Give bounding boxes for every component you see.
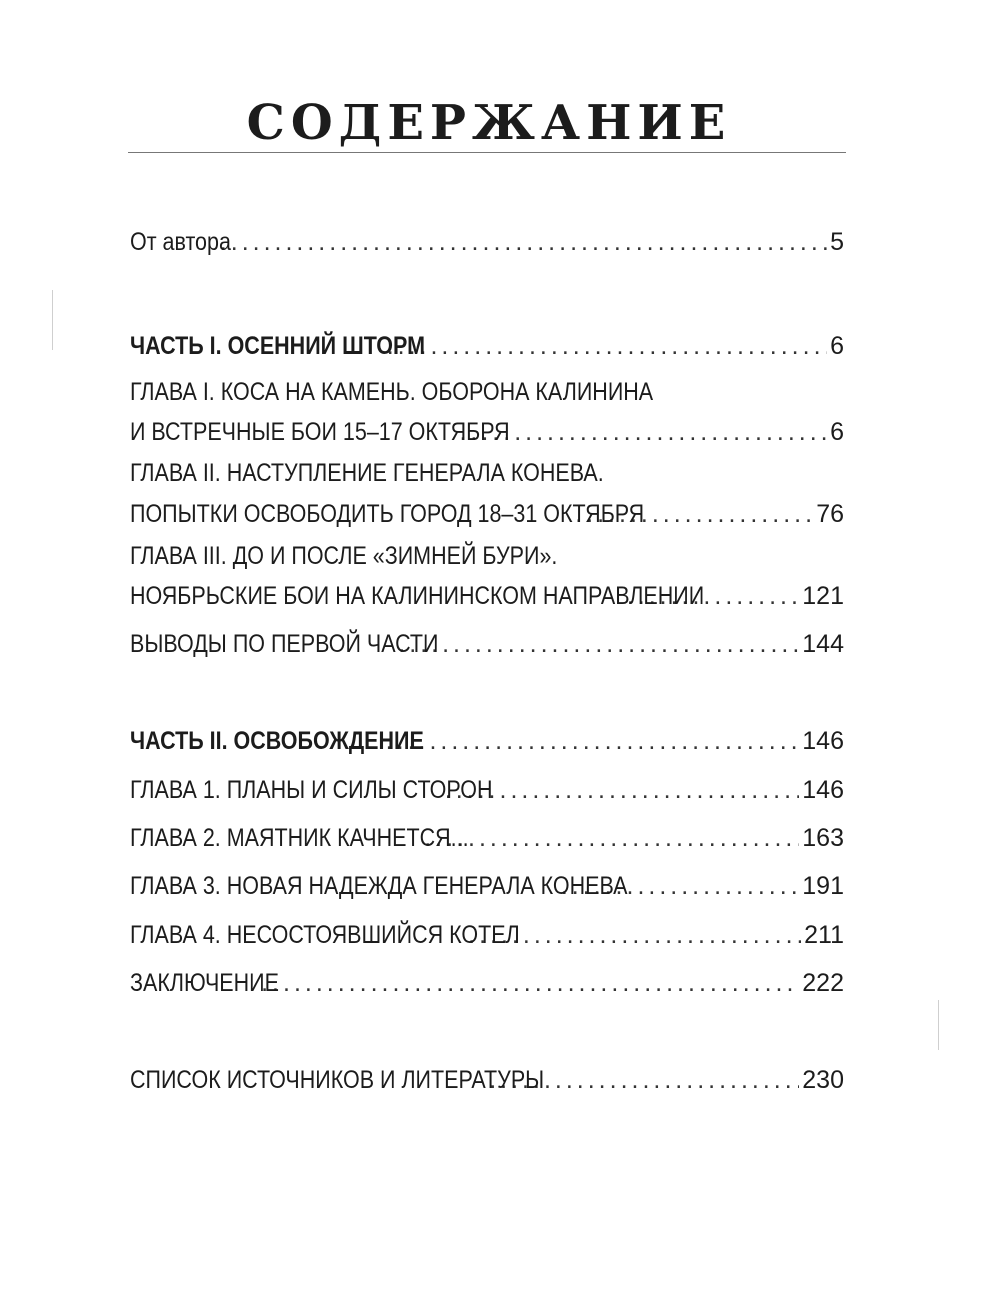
toc-entry-title: СПИСОК ИСТОЧНИКОВ И ЛИТЕРАТУРЫ [130, 1066, 545, 1094]
toc-page-number: 6 [830, 332, 844, 360]
toc-entry-from-author[interactable] [130, 224, 844, 260]
dot-leader [386, 723, 800, 759]
toc-entry-part2-chapter-4[interactable] [130, 917, 844, 953]
toc-entry-title-line1: ГЛАВА II. НАСТУПЛЕНИЕ ГЕНЕРАЛА КОНЕВА. [130, 459, 604, 487]
toc-page-number: 163 [802, 824, 844, 852]
toc-entry-conclusion[interactable] [130, 965, 844, 1001]
dot-leader [220, 224, 827, 260]
toc-entry-title-line2: ПОПЫТКИ ОСВОБОДИТЬ ГОРОД 18–31 ОКТЯБРЯ [130, 500, 645, 528]
toc-page-number: 76 [816, 500, 844, 528]
toc-page-number: 144 [802, 630, 844, 658]
toc-entry-part2-chapter-1[interactable] [130, 772, 844, 808]
toc-entry-sources[interactable] [130, 1062, 844, 1098]
toc-entry-title-line2: НОЯБРЬСКИЕ БОИ НА КАЛИНИНСКОМ НАПРАВЛЕНИИ [130, 582, 705, 610]
toc-entry-title-line2: И ВСТРЕЧНЫЕ БОИ 15–17 ОКТЯБРЯ [130, 418, 510, 446]
dot-leader [261, 965, 799, 1001]
toc-entry-part2-chapter-2[interactable] [130, 820, 844, 856]
toc-entry-title-line1: ГЛАВА III. ДО И ПОСЛЕ «ЗИМНЕЙ БУРИ». [130, 542, 558, 570]
dot-leader [459, 414, 827, 450]
toc-page-number: 121 [802, 582, 844, 610]
scan-artifact [52, 290, 53, 350]
toc-page-number: 230 [802, 1066, 844, 1094]
dot-leader [445, 772, 800, 808]
toc-entry-part1-chapter-2[interactable] [130, 455, 844, 532]
toc-entry-title: ЧАСТЬ I. ОСЕННИЙ ШТОРМ [130, 332, 425, 360]
toc-page-number: 5 [830, 228, 844, 256]
toc-entry-title: ЗАКЛЮЧЕНИЕ [130, 969, 279, 997]
toc-page-number: 222 [802, 969, 844, 997]
toc-entry-part1-chapter-1[interactable] [130, 374, 844, 450]
toc-entry-title: ГЛАВА 3. НОВАЯ НАДЕЖДА ГЕНЕРАЛА КОНЕВА [130, 872, 628, 900]
page-title: СОДЕРЖАНИЕ [246, 95, 732, 151]
toc-entry-title: ВЫВОДЫ ПО ПЕРВОЙ ЧАСТИ [130, 630, 439, 658]
title-underline [128, 152, 846, 153]
toc-entry-title: От автора [130, 228, 231, 256]
toc-entry-part-1[interactable] [130, 328, 844, 364]
toc-entry-part1-chapter-3[interactable] [130, 538, 844, 614]
dot-leader [387, 328, 827, 364]
toc-entry-part2-chapter-3[interactable] [130, 868, 844, 904]
toc-page-number: 146 [802, 776, 844, 804]
toc-entry-title-line1: ГЛАВА I. КОСА НА КАМЕНЬ. ОБОРОНА КАЛИНИНА [130, 378, 654, 406]
toc-entry-title: ГЛАВА 4. НЕСОСТОЯВШИЙСЯ КОТЕЛ [130, 921, 520, 949]
dot-leader [398, 626, 799, 662]
toc-entry-title: ГЛАВА 1. ПЛАНЫ И СИЛЫ СТОРОН [130, 776, 493, 804]
toc-entry-title: ЧАСТЬ II. ОСВОБОЖДЕНИЕ [130, 727, 424, 755]
toc-page-number: 146 [802, 727, 844, 755]
toc-entry-title: ГЛАВА 2. МАЯТНИК КАЧНЕТСЯ... [130, 824, 469, 852]
toc-entry-part1-conclusions[interactable] [130, 626, 844, 662]
scan-artifact [938, 1000, 939, 1050]
toc-page-number: 211 [804, 921, 844, 949]
toc-page-number: 6 [830, 418, 844, 446]
toc-page-number: 191 [802, 872, 844, 900]
toc-entry-part-2[interactable] [130, 723, 844, 759]
dot-leader [424, 820, 799, 856]
